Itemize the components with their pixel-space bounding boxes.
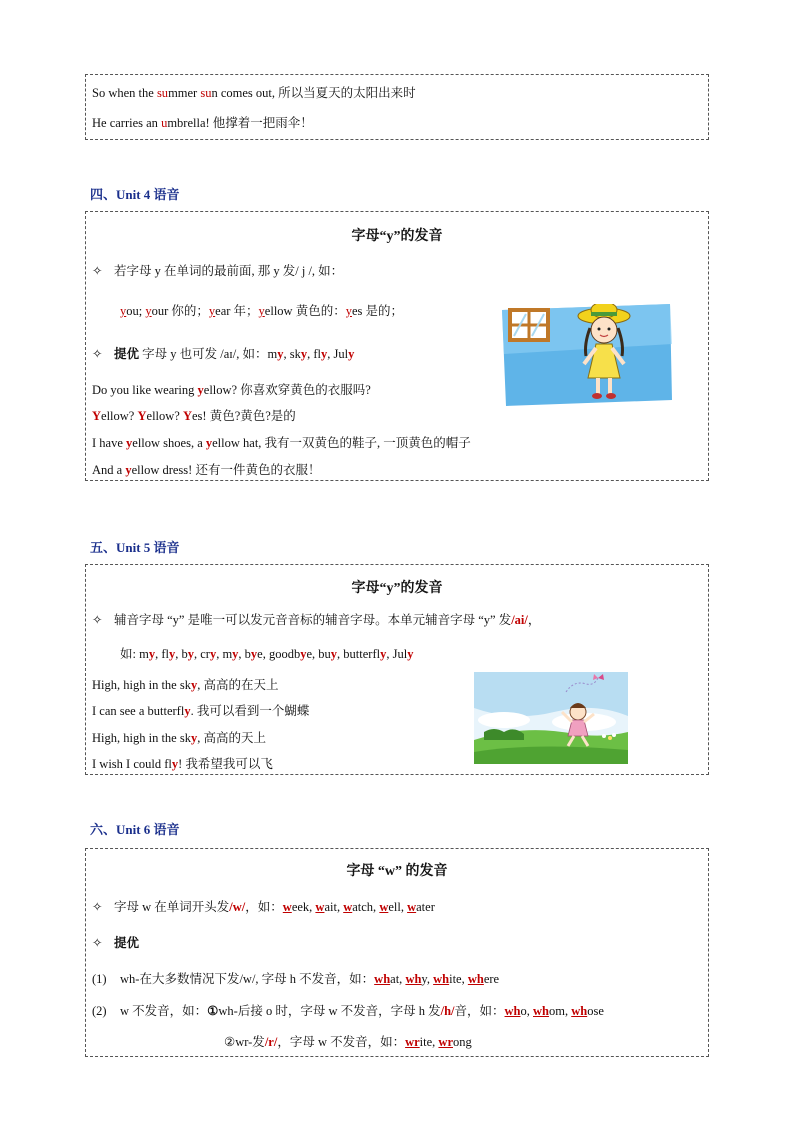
tip-line: ✧ 提优 <box>92 936 140 950</box>
rhyme-line: And a yellow dress! 还有一件黄色的衣服！ <box>92 463 321 477</box>
unit5-box <box>85 564 709 775</box>
box-title: 字母“y”的发音 <box>351 229 443 244</box>
diamond-bullet-icon: ✧ <box>92 264 103 278</box>
section-title-unit6: 六、Unit 6 语音 <box>90 822 180 837</box>
rhyme-line: Do you like wearing yellow? 你喜欢穿黄色的衣服吗? <box>92 383 371 397</box>
rhyme-line: High, high in the sky, 高高的在天上 <box>92 678 279 692</box>
girl-in-yellow-illustration <box>500 304 676 406</box>
example-words: you; your 你的；year 年；yellow 黄色的：yes 是的； <box>120 304 403 318</box>
diamond-bullet-icon: ✧ <box>92 347 103 361</box>
section-title-unit4: 四、Unit 4 语音 <box>90 187 180 202</box>
rule-line: ✧ 字母 w 在单词开头发/w/，如：week, wait, watch, well, water <box>92 900 435 914</box>
diamond-bullet-icon: ✧ <box>92 900 103 914</box>
tip-line: ✧ 提优 字母 y 也可发 /aɪ/, 如：my, sky, fly, July <box>92 347 355 361</box>
poem-line: So when the summer sun comes out, 所以当夏天的太阳出来时 <box>92 86 416 100</box>
rhyme-line: High, high in the sky, 高高的天上 <box>92 731 266 745</box>
tip-item-3: ②wr-发/r/，字母 w 不发音，如：write, wrong <box>224 1035 472 1049</box>
diamond-bullet-icon: ✧ <box>92 613 103 627</box>
tip-item-2: (2) w 不发音，如：①wh-后接 o 时，字母 w 不发音，字母 h 发/h/音，如：who, whom, whose <box>92 1004 604 1018</box>
rhyme-line: Yellow? Yellow? Yes! 黄色?黄色?是的 <box>92 409 296 423</box>
box-title: 字母“y”的发音 <box>351 581 443 596</box>
rule-line: ✧ 辅音字母 “y” 是唯一可以发元音音标的辅音字母。本单元辅音字母 “y” 发/ai/， <box>92 613 541 627</box>
tip-item-1: (1) wh-在大多数情况下发/w/, 字母 h 不发音，如：what, why, white, where <box>92 972 500 986</box>
child-butterfly-illustration <box>474 672 628 764</box>
box-title: 字母 “w” 的发音 <box>346 864 448 879</box>
unit6-box <box>85 848 709 1057</box>
diamond-bullet-icon: ✧ <box>92 936 103 950</box>
rhyme-line: I wish I could fly! 我希望我可以飞 <box>92 757 273 771</box>
rhyme-line: I have yellow shoes, a yellow hat, 我有一双黄色的鞋子, 一顶黄色的帽子 <box>92 436 471 450</box>
poem-line: He carries an umbrella! 他撑着一把雨伞！ <box>92 116 313 130</box>
poem-box-1 <box>85 74 709 140</box>
unit4-box <box>85 211 709 481</box>
rule-line: ✧ 若字母 y 在单词的最前面, 那 y 发/ j /, 如： <box>92 264 344 278</box>
example-words: 如: my, fly, by, cry, my, bye, goodbye, buy, butterfly, July <box>120 647 414 661</box>
rhyme-line: I can see a butterfly. 我可以看到一个蝴蝶 <box>92 704 310 718</box>
section-title-unit5: 五、Unit 5 语音 <box>90 540 180 555</box>
